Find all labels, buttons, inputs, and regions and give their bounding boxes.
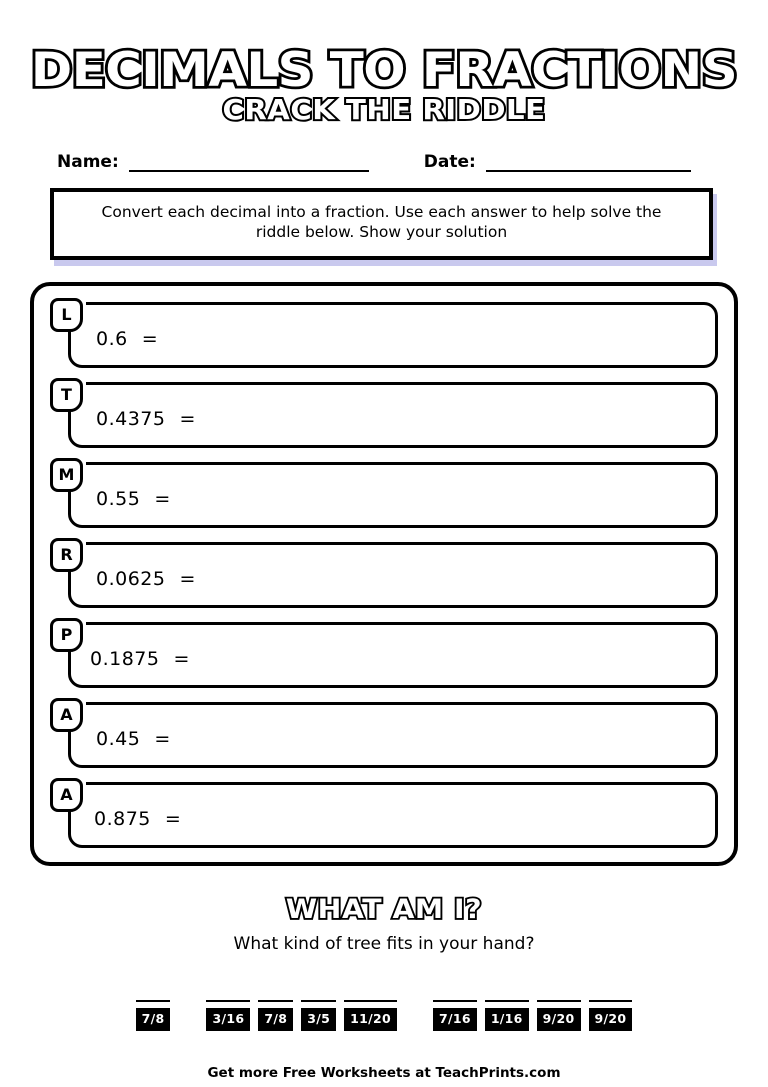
title-block (0, 0, 768, 127)
problem-answer-box[interactable] (68, 302, 718, 368)
problem-decimal: 0.6 (96, 327, 128, 350)
problem-row (50, 618, 720, 690)
instructions-text: Convert each decimal into a fraction. Use each answer to help solve the riddle below. Show your solution (101, 203, 662, 241)
problem-letter-tab (50, 778, 83, 812)
name-input[interactable] (129, 155, 369, 172)
fraction-tile: 3/16 (206, 1008, 250, 1032)
problem-decimal: 0.875 (94, 807, 151, 830)
problem-letter: T (61, 384, 72, 404)
date-input[interactable] (486, 155, 691, 172)
instructions-box (50, 188, 713, 260)
riddle-section (0, 894, 768, 954)
equals-sign: = (154, 487, 171, 510)
equals-sign: = (179, 567, 196, 590)
fraction-tile: 7/8 (136, 1008, 171, 1032)
answer-blank-line[interactable] (136, 998, 171, 1002)
problem-row (50, 538, 720, 610)
problems-container (30, 282, 738, 866)
problem-row (50, 378, 720, 450)
problem-row (50, 458, 720, 530)
problem-letter: A (60, 704, 73, 724)
page-subtitle: CRACK THE RIDDLE (222, 93, 546, 127)
answer-blank-line[interactable] (344, 998, 397, 1002)
equals-sign: = (154, 727, 171, 750)
problem-expression (96, 488, 171, 510)
answer-word-group (206, 998, 396, 1032)
problem-letter: R (60, 544, 73, 564)
fraction-tile: 9/20 (589, 1008, 633, 1032)
equals-sign: = (173, 647, 190, 670)
name-date-row (0, 152, 768, 172)
answer-key-row (0, 998, 768, 1032)
problem-letter-tab (50, 298, 83, 332)
page-title: DECIMALS TO FRACTIONS (30, 43, 738, 98)
problem-letter: M (58, 464, 75, 484)
fraction-tile: 3/5 (301, 1008, 336, 1032)
problem-expression (96, 568, 196, 590)
fraction-tile: 7/8 (258, 1008, 293, 1032)
problem-letter-tab (50, 618, 83, 652)
riddle-question: What kind of tree fits in your hand? (233, 933, 535, 954)
footer (0, 1065, 768, 1081)
problem-expression (90, 648, 190, 670)
problem-decimal: 0.1875 (90, 647, 160, 670)
equals-sign: = (141, 327, 159, 350)
problem-letter-tab (50, 378, 83, 412)
answer-slot[interactable] (433, 998, 477, 1032)
problem-decimal: 0.0625 (96, 567, 166, 590)
answer-blank-line[interactable] (301, 998, 336, 1002)
answer-blank-line[interactable] (537, 998, 581, 1002)
problem-letter: L (61, 304, 72, 324)
date-label: Date: (423, 152, 476, 173)
problem-expression (94, 808, 181, 830)
answer-slot[interactable] (258, 998, 293, 1032)
answer-blank-line[interactable] (589, 998, 633, 1002)
problem-row (50, 298, 720, 370)
answer-slot[interactable] (485, 998, 529, 1032)
answer-slot[interactable] (589, 998, 633, 1032)
problem-expression (96, 408, 196, 430)
answer-slot[interactable] (301, 998, 336, 1032)
answer-word-group (433, 998, 632, 1032)
equals-sign: = (164, 807, 182, 830)
fraction-tile: 7/16 (433, 1008, 477, 1032)
instructions-wrapper (50, 188, 713, 260)
problem-letter-tab (50, 538, 83, 572)
answer-blank-line[interactable] (485, 998, 529, 1002)
problem-expression (96, 328, 158, 350)
problem-letter: A (60, 784, 73, 804)
riddle-heading: WHAT AM I? (285, 893, 483, 925)
problem-row (50, 778, 720, 850)
footer-text: Get more Free Worksheets at TeachPrints.com (207, 1065, 561, 1082)
answer-blank-line[interactable] (433, 998, 477, 1002)
problem-decimal: 0.4375 (96, 407, 166, 430)
problem-row (50, 698, 720, 770)
answer-slot[interactable] (344, 998, 397, 1032)
problem-letter-tab (50, 458, 83, 492)
problem-expression (96, 728, 171, 750)
answer-slot[interactable] (136, 998, 171, 1032)
problem-decimal: 0.55 (96, 487, 141, 510)
problem-letter: P (60, 624, 73, 644)
fraction-tile: 1/16 (485, 1008, 529, 1032)
answer-slot[interactable] (206, 998, 250, 1032)
equals-sign: = (179, 407, 196, 430)
problem-letter-tab (50, 698, 83, 732)
answer-blank-line[interactable] (206, 998, 250, 1002)
problem-decimal: 0.45 (96, 727, 141, 750)
fraction-tile: 9/20 (537, 1008, 581, 1032)
answer-slot[interactable] (537, 998, 581, 1032)
fraction-tile: 11/20 (344, 1008, 397, 1032)
name-label: Name: (57, 152, 119, 173)
answer-blank-line[interactable] (258, 998, 293, 1002)
answer-word-group (136, 998, 171, 1032)
